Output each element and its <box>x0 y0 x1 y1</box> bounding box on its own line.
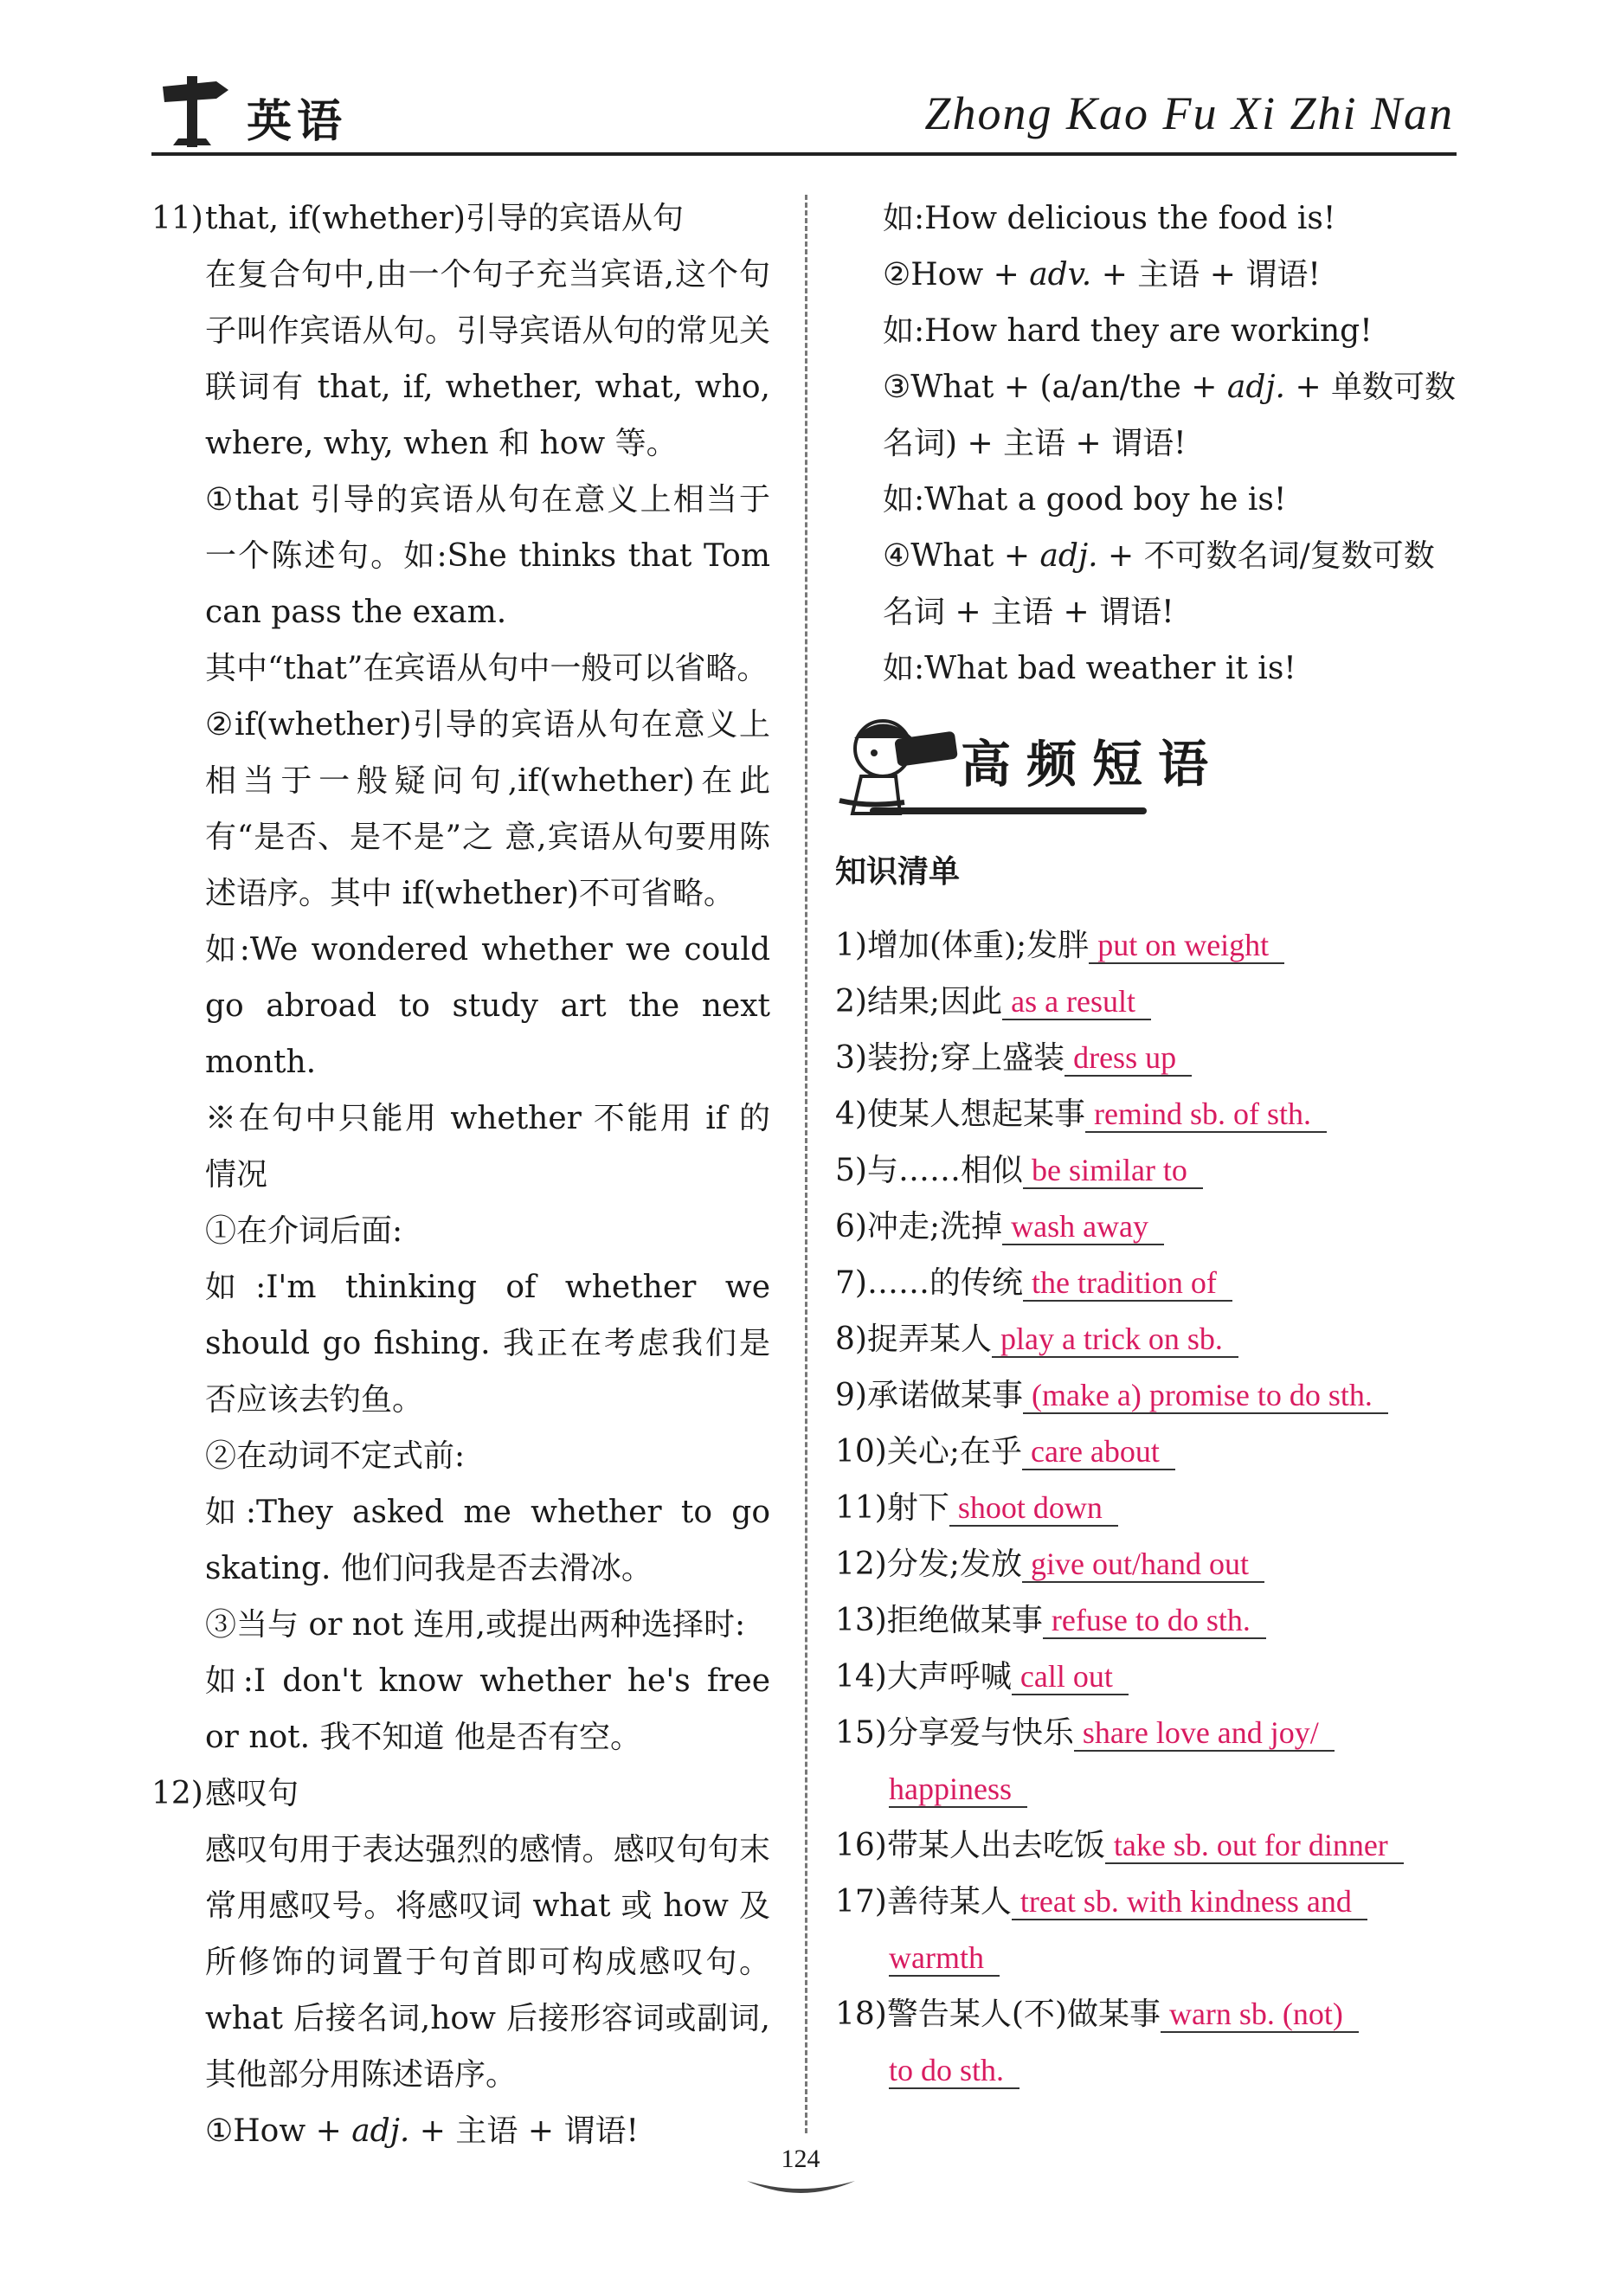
phrase-answer: be similar to <box>1023 1153 1203 1189</box>
paragraph: ②if(whether)引导的宾语从句在意义上相当于一般疑问句,if(whether)在此有“是否、是不是”之 意,宾语从句要用陈述语序。其中 if(whether)不可省略。 <box>205 707 770 911</box>
item-11-title: 11)that, if(whether)引导的宾语从句 <box>151 201 684 236</box>
phrase-answer: the tradition of <box>1023 1265 1232 1302</box>
list-title: 知识清单 <box>835 854 961 890</box>
phrase-item <box>835 1424 1458 1480</box>
paragraph: 其中“that”在宾语从句中一般可以省略。 <box>205 651 769 686</box>
phrase-number: 11) <box>835 1490 887 1526</box>
example-sentence: 如:What a good boy he is! <box>883 482 1287 518</box>
phrase-number: 14) <box>835 1659 887 1695</box>
phrase-answer-continued <box>835 1930 1458 1986</box>
phrase-answer: call out <box>1012 1659 1129 1695</box>
phrase-chinese: ……的传统 <box>866 1265 1023 1301</box>
page-number-ornament <box>743 2164 859 2198</box>
phrase-number: 9) <box>835 1378 867 1413</box>
phrase-answer: shoot down <box>949 1490 1118 1527</box>
phrase-number: 18) <box>835 1997 887 2032</box>
paragraph: ②在动词不定式前: <box>205 1438 466 1474</box>
phrase-number: 17) <box>835 1884 887 1920</box>
pattern-line: ②How + adv. + 主语 + 谓语! <box>883 257 1321 293</box>
phrase-item <box>835 1705 1458 1761</box>
example-sentence: 如:How hard they are working! <box>883 313 1373 349</box>
phrase-answer: happiness <box>889 1772 1027 1808</box>
phrase-answer: warn sb. (not) <box>1161 1997 1359 2033</box>
phrase-answer: dress up <box>1064 1040 1192 1077</box>
phrase-answer: put on weight <box>1089 928 1284 964</box>
phrase-item <box>835 1142 1458 1199</box>
paragraph: 感叹句用于表达强烈的感情。感叹句句末常用感叹号。将感叹词 what 或 how 及所修饰的词置于句首即可构成感叹句。what 后接名词,how 后接形容词或副词,其他部分用陈述语序。 <box>205 1832 770 2093</box>
section-header <box>835 705 1458 835</box>
paragraph: ※在句中只能用 whether 不能用 if 的情况 <box>205 1101 770 1193</box>
phrase-answer: as a result <box>1002 984 1151 1020</box>
pattern-line: ④What + adj. + 不可数名词/复数可数名词 + 主语 + 谓语! <box>883 538 1435 630</box>
phrase-number: 4) <box>835 1097 867 1132</box>
phrase-chinese: 警告某人(不)做某事 <box>886 1997 1161 2032</box>
phrase-item <box>835 1592 1458 1649</box>
phrase-item <box>835 1086 1458 1142</box>
phrase-answer: refuse to do sth. <box>1043 1603 1266 1639</box>
phrase-number: 6) <box>835 1209 867 1244</box>
example-sentence: 如:I'm thinking of whether we should go fishing. 我正在考虑我们是否应该去钓鱼。 <box>205 1270 770 1418</box>
phrase-number: 3) <box>835 1040 867 1076</box>
phrase-item <box>835 1367 1458 1424</box>
example-sentence: 如:What bad weather it is! <box>883 651 1296 686</box>
phrase-answer: remind sb. of sth. <box>1085 1097 1327 1133</box>
phrase-item <box>835 1986 1458 2042</box>
phrase-answer: take sb. out for dinner <box>1105 1828 1404 1864</box>
phrase-item <box>835 1199 1458 1255</box>
phrase-number: 13) <box>835 1603 887 1638</box>
phrase-item <box>835 1030 1458 1086</box>
phrase-answer: give out/hand out <box>1022 1547 1264 1583</box>
pattern-line: ①How + adj. + 主语 + 谓语! <box>205 2113 639 2149</box>
paragraph: ①在介词后面: <box>205 1213 403 1249</box>
left-column <box>151 190 770 2159</box>
phrase-answer: share love and joy/ <box>1074 1715 1335 1752</box>
signpost-icon <box>156 69 234 151</box>
section-title: 高频短语 <box>961 735 1225 794</box>
item-12-title: 12)感叹句 <box>151 1776 299 1811</box>
example-sentence: 如:We wondered whether we could go abroad to study art the next month. <box>205 932 770 1080</box>
phrase-number: 12) <box>835 1547 887 1582</box>
pattern-line: ③What + (a/an/the + adj. + 单数可数名词) + 主语 + 谓语! <box>883 370 1457 461</box>
phrase-number: 15) <box>835 1715 887 1751</box>
phrase-chinese: 关心;在乎 <box>886 1434 1022 1470</box>
paragraph: ③当与 or not 连用,或提出两种选择时: <box>205 1607 746 1643</box>
example-sentence: 如:How delicious the food is! <box>883 201 1336 236</box>
phrase-chinese: 承诺做某事 <box>866 1378 1023 1413</box>
right-column <box>835 190 1458 2099</box>
phrase-chinese: 增加(体重);发胖 <box>866 928 1090 963</box>
phrase-answer: play a trick on sb. <box>992 1322 1238 1358</box>
column-divider <box>805 195 807 2133</box>
phrase-item <box>835 1874 1458 1930</box>
phrase-chinese: 冲走;洗掉 <box>866 1209 1003 1244</box>
phrase-chinese: 与……相似 <box>866 1153 1023 1188</box>
phrase-item <box>835 1255 1458 1311</box>
phrase-item <box>835 1311 1458 1367</box>
phrase-number: 1) <box>835 928 867 963</box>
phrase-chinese: 捉弄某人 <box>866 1322 992 1357</box>
phrase-answer: warmth <box>889 1940 1000 1977</box>
phrase-number: 5) <box>835 1153 867 1188</box>
phrase-item <box>835 1649 1458 1705</box>
phrase-item <box>835 1480 1458 1536</box>
header-rule <box>151 152 1457 156</box>
phrase-chinese: 大声呼喊 <box>886 1659 1012 1695</box>
phrase-list <box>835 917 1458 2099</box>
paragraph: 在复合句中,由一个句子充当宾语,这个句子叫作宾语从句。引导宾语从句的常见关联词有 that, if, whether, what, who, where, why, when 和 how 等。 <box>205 257 770 461</box>
phrase-chinese: 使某人想起某事 <box>866 1097 1085 1132</box>
phrase-answer: (make a) promise to do sth. <box>1023 1378 1388 1414</box>
phrase-number: 8) <box>835 1322 867 1357</box>
phrase-chinese: 结果;因此 <box>866 984 1003 1019</box>
phrase-item <box>835 974 1458 1030</box>
phrase-number: 2) <box>835 984 867 1019</box>
phrase-number: 16) <box>835 1828 887 1863</box>
section-underline <box>870 807 1147 814</box>
paragraph: ①that 引导的宾语从句在意义上相当于一个陈述句。如:She thinks that Tom can pass the exam. <box>205 482 770 630</box>
phrase-answer-continued <box>835 1761 1458 1817</box>
example-sentence: 如:I don't know whether he's free or not. 我不知道 他是否有空。 <box>205 1663 770 1755</box>
page-number: 124 <box>781 2145 820 2173</box>
series-title: Zhong Kao Fu Xi Zhi Nan <box>924 87 1454 139</box>
phrase-answer: to do sth. <box>889 2053 1019 2089</box>
phrase-chinese: 射下 <box>886 1490 949 1526</box>
phrase-chinese: 善待某人 <box>886 1884 1012 1920</box>
phrase-number: 10) <box>835 1434 887 1470</box>
phrase-chinese: 分发;发放 <box>886 1547 1022 1582</box>
example-sentence: 如:They asked me whether to go skating. 他们问我是否去滑冰。 <box>205 1495 770 1586</box>
phrase-chinese: 分享爱与快乐 <box>886 1715 1074 1751</box>
phrase-chinese: 带某人出去吃饭 <box>886 1828 1105 1863</box>
phrase-item <box>835 1536 1458 1592</box>
phrase-chinese: 装扮;穿上盛装 <box>866 1040 1065 1076</box>
phrase-answer: treat sb. with kindness and <box>1012 1884 1367 1920</box>
page-header <box>156 61 1454 156</box>
phrase-chinese: 拒绝做某事 <box>886 1603 1043 1638</box>
subject-title: 英语 <box>247 96 348 148</box>
phrase-item <box>835 1817 1458 1874</box>
phrase-answer: care about <box>1022 1434 1175 1470</box>
phrase-answer: wash away <box>1002 1209 1164 1245</box>
phrase-answer-continued <box>835 2042 1458 2099</box>
phrase-item <box>835 917 1458 974</box>
phrase-number: 7) <box>835 1265 867 1301</box>
